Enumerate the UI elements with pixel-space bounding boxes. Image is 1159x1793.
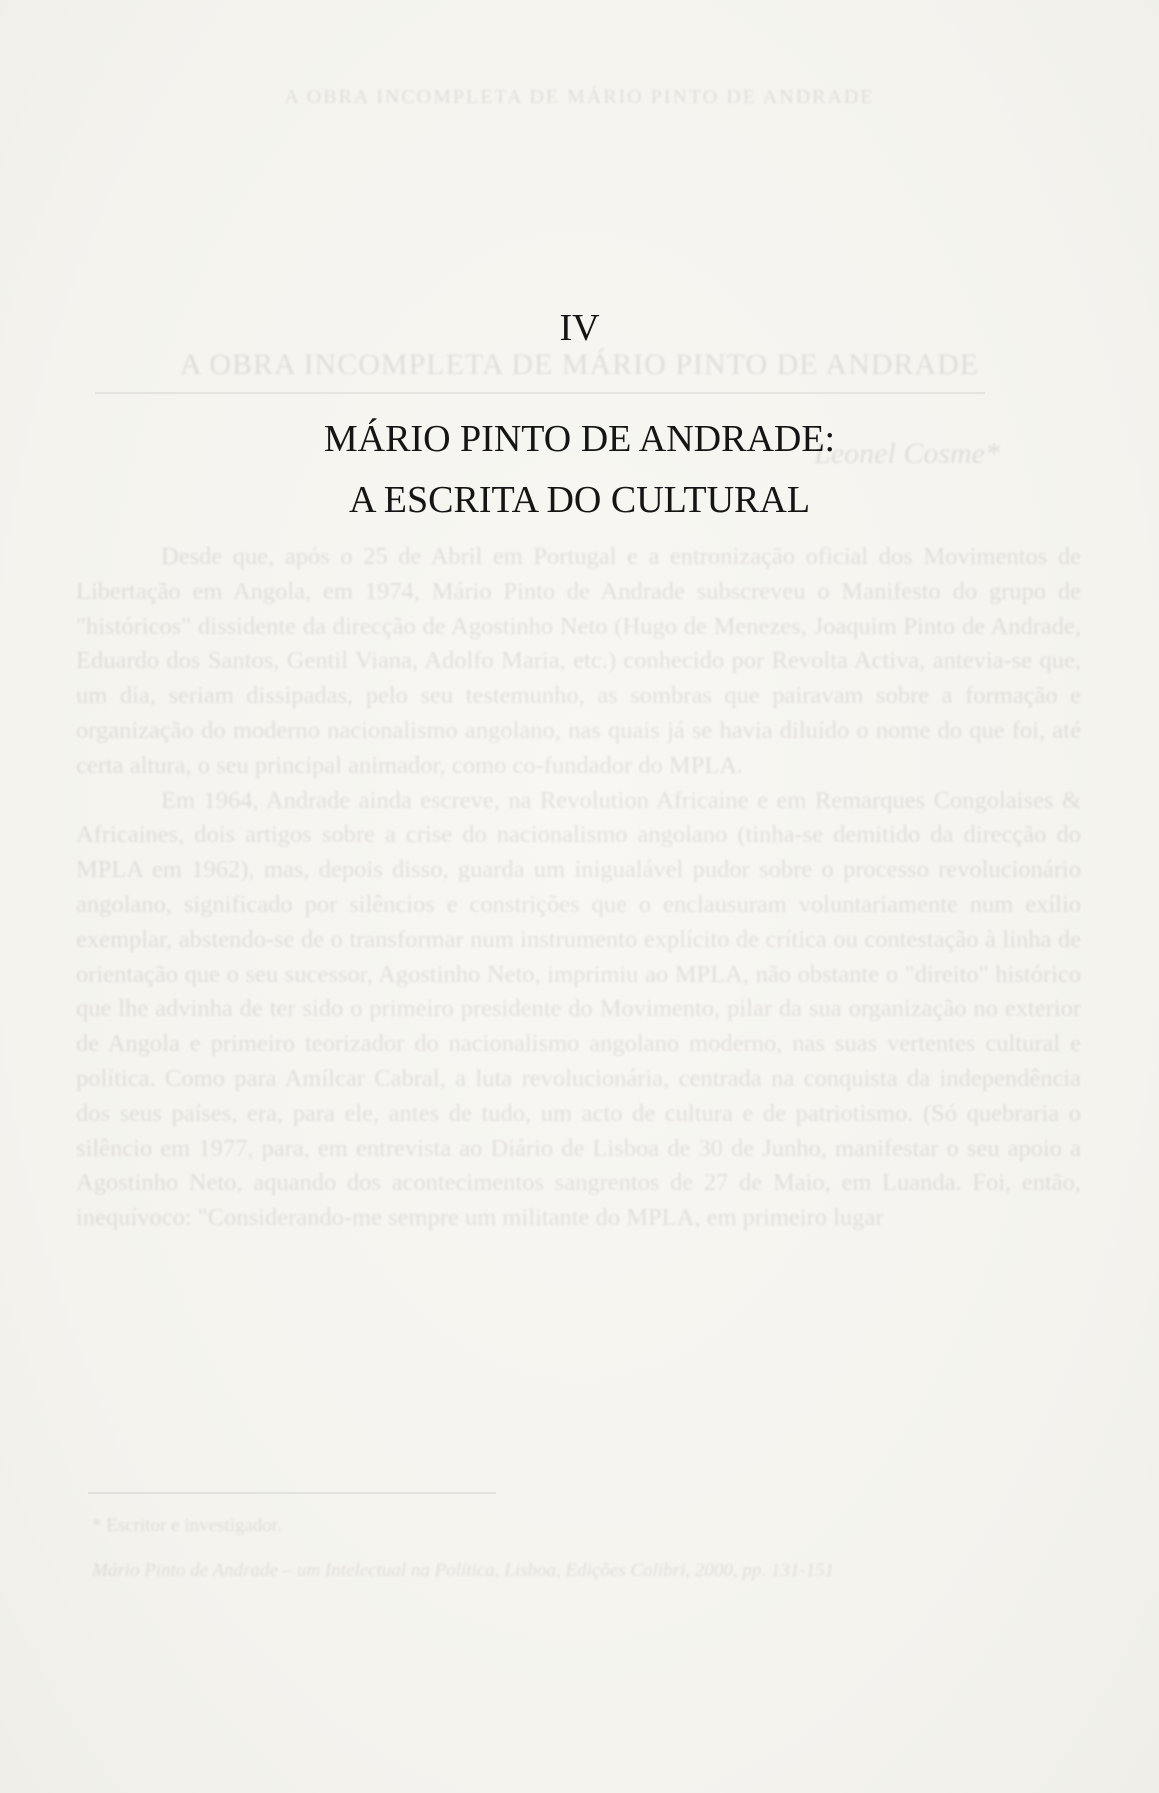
show-through-footer: Mário Pinto de Andrade – um Intelectual na Política, Lisboa, Edições Colibri, 2000, pp. 131-151 <box>92 1560 835 1581</box>
show-through-section-heading: A OBRA INCOMPLETA DE MÁRIO PINTO DE ANDRADE <box>179 348 980 381</box>
show-through-paragraph: Desde que, após o 25 de Abril em Portugal e a entronização oficial dos Movimentos de Libertação em Angola, em 1974, Mário Pinto de Andrade subscreveu o Manifesto do grupo de "históricos" dissidente da direcção de Agostinho Neto (Hugo de Menezes, Joaquim Pinto de Andrade, Eduardo dos Santos, Gentil Viana, Adolfo Maria, etc.) conhecido por Revolta Activa, antevia-se que, um dia, seriam dissipadas, pelo seu testemunho, as sombras que pairavam sobre a formação e organização do moderno nacionalismo angolano, nas quais já se havia diluído o nome do que foi, até certa altura, o seu principal animador, como co-fundador do MPLA. <box>76 543 1081 779</box>
chapter-title-line-2: A ESCRITA DO CULTURAL <box>348 479 811 521</box>
show-through-body <box>76 540 1081 1236</box>
chapter-number: IV <box>559 307 600 349</box>
chapter-title-line-1: MÁRIO PINTO DE ANDRADE: <box>323 418 836 460</box>
show-through-running-header: A OBRA INCOMPLETA DE MÁRIO PINTO DE ANDRADE <box>284 86 875 108</box>
show-through-heading-rule <box>95 392 985 394</box>
show-through-paragraph: Em 1964, Andrade ainda escreve, na Revolution Africaine e em Remarques Congolaises & Africaines, dois artigos sobre a crise do nacionalismo angolano (tinha-se demitido da direcção do MPLA em 1962), mas, depois disso, guarda um inigualável pudor sobre o processo revolucionário angolano, significado por silêncios e constrições que o enclausuram voluntariamente num exílio exemplar, abstendo-se de o transformar num instrumento explícito de crítica ou contestação à linha de orientação que o seu sucessor, Agostinho Neto, imprimiu ao MPLA, não obstante o "direito" histórico que lhe advinha de ter sido o primeiro presidente do Movimento, pilar da sua organização no exterior de Angola e primeiro teorizador do nacionalismo angolano moderno, nas suas vertentes cultural e política. Como para Amílcar Cabral, a luta revolucionária, centrada na conquista da independência dos seus países, era, para ele, antes de tudo, um acto de cultura e de patriotismo. (Só quebraria o silêncio em 1977, para, em entrevista ao Diário de Lisboa de 30 de Junho, manifestar o seu apoio a Agostinho Neto, aquando dos acontecimentos sangrentos de 27 de Maio, em Luanda. Foi, então, inequívoco: "Considerando-me sempre um militante do MPLA, em primeiro lugar <box>76 786 1081 1232</box>
show-through-author: Leonel Cosme* <box>814 437 1000 470</box>
show-through-footnote-rule <box>88 1492 496 1494</box>
show-through-footnote: * Escritor e investigador. <box>92 1515 282 1536</box>
